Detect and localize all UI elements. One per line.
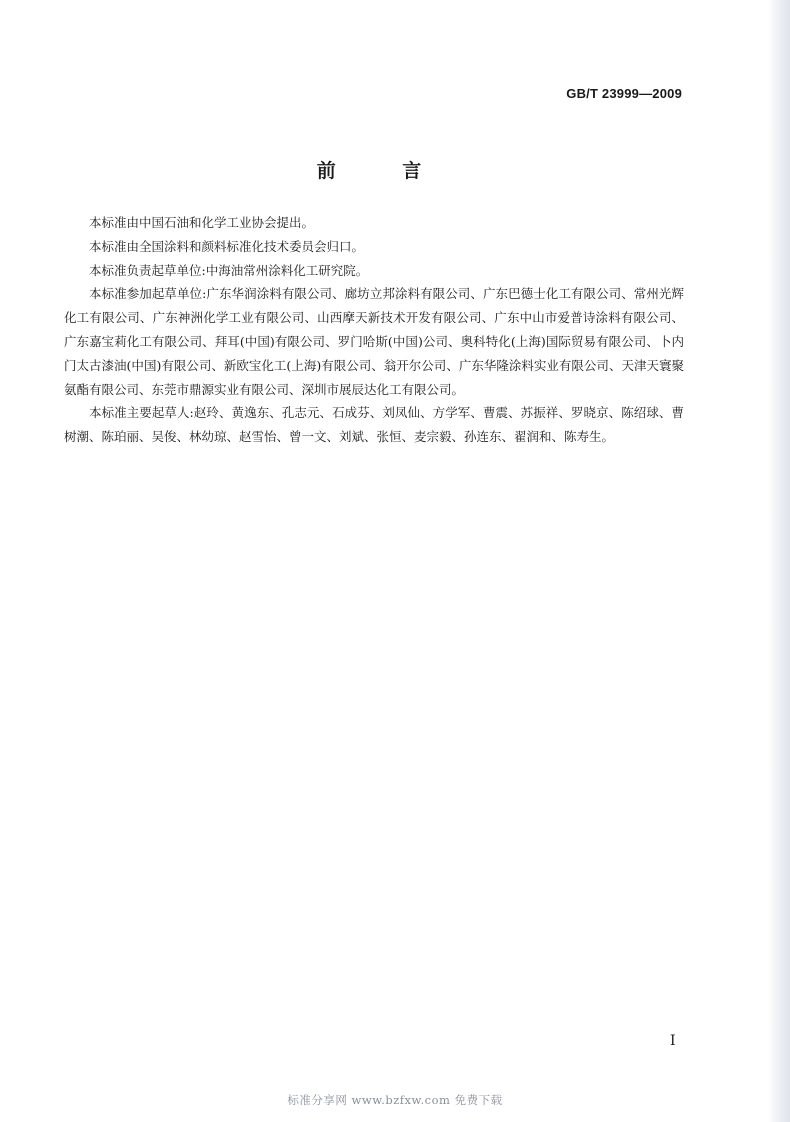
paragraph-committee: 本标准由全国涂料和颜料标准化技术委员会归口。	[89, 238, 365, 254]
standard-number: GB/T 23999—2009	[566, 86, 682, 101]
footer-watermark: 标准分享网 www.bzfxw.com 免费下载	[287, 1093, 503, 1107]
paragraph-proposer: 本标准由中国石油和化学工业协会提出。	[89, 215, 315, 230]
page-edge-shadow	[768, 0, 790, 1122]
page-number: I	[670, 1033, 676, 1049]
paragraph-main-drafters: 本标准主要起草人:赵玲、黄逸东、孔志元、石成芬、刘凤仙、方学军、曹震、苏振祥、罗晓京、陈绍球、曹树潮、陈珀丽、吴俊、林幼琼、赵雪怡、曾一文、刘斌、张恒、麦宗毅、孙连东、翟润和、陈寿生。	[64, 405, 684, 445]
page-title: 前 言	[316, 160, 452, 182]
paragraph-participating-units: 本标准参加起草单位:广东华润涂料有限公司、廊坊立邦涂料有限公司、广东巴德士化工有限公司、常州光辉化工有限公司、广东神洲化学工业有限公司、山西摩天新技术开发有限公司、广东中山市爱普诗涂料有限公司、广东嘉宝莉化工有限公司、拜耳(中国)有限公司、罗门哈斯(中国)公司、奥科特化(上海)国际贸易有限公司、卜内门太古漆油(中国)有限公司、新欧宝化工(上海)有限公司、翁开尔公司、广东华隆涂料实业有限公司、天津天寰聚氨酯有限公司、东莞市鼎源实业有限公司、深圳市展辰达化工有限公司。	[64, 286, 684, 397]
foreword-body	[64, 211, 684, 449]
paragraph-lead-drafter: 本标准负责起草单位:中海油常州涂料化工研究院。	[89, 262, 369, 278]
